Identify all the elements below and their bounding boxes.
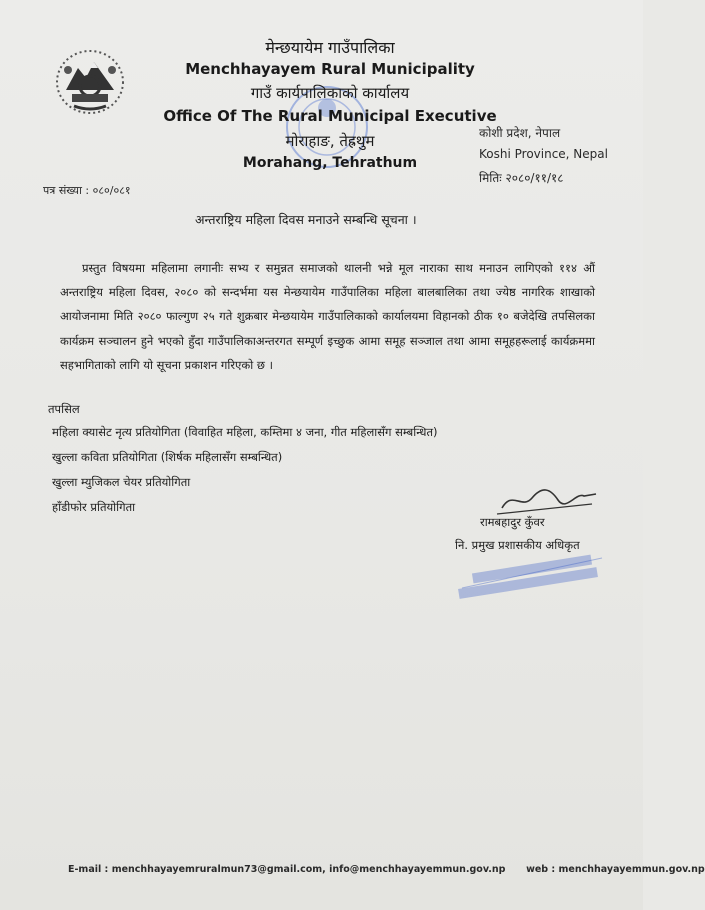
- web-label: web :: [526, 864, 556, 875]
- reference-number: पत्र संख्या : ०८०/०८१: [43, 184, 131, 197]
- list-item: हाँडीफोर प्रतियोगिता: [52, 500, 136, 514]
- letter-body: [60, 256, 595, 377]
- list-title: तपसिल: [48, 402, 80, 416]
- list-item: खुल्ला म्युजिकल चेयर प्रतियोगिता: [52, 475, 191, 489]
- province-nepali: कोशी प्रदेश, नेपाल: [479, 126, 561, 140]
- letter-body-text: प्रस्तुत विषयमा महिलामा लगानीः सभ्य र समुन्नत समाजको थालनी भन्ने मूल नाराका साथ मनाउन लागिएको ११४ औं अन्तराष्ट्रिय महिला दिवस, २०८० को सन्दर्भमा यस मेन्छयायेम गाउँपालिका महिला बालबालिका तथा ज्येष्ठ नागरिक शाखाको आयोजनामा मिति २०८० फाल्गुण २५ गते शुक्रबार मेन्छयायेम गाउँपालिकाको कार्यालयमा विहानको ठीक १० बजेदेखि तपसिलका कार्यक्रम सञ्चालन हुने भएको हुँदा गाउँपालिकाअन्तरगत सम्पूर्ण इच्छुक आमा समूह सञ्जाल तथा आमा समूहहरूलाई कार्यक्रममा सहभागिताको लागि यो सूचना प्रकाशन गरिएको छ ।: [60, 261, 595, 372]
- office-name-nepali: गाउँ कार्यपालिकाको कार्यालय: [250, 84, 410, 102]
- contact-footer: [68, 864, 705, 875]
- location-english: Morahang, Tehrathum: [242, 155, 418, 171]
- signatory-title: नि. प्रमुख प्रशासकीय अधिकृत: [455, 538, 580, 552]
- province-english: Koshi Province, Nepal: [479, 147, 608, 161]
- signature-stamp-icon: [452, 548, 612, 598]
- web-address: menchhayayemmun.gov.np: [558, 864, 705, 875]
- email-label: E-mail :: [68, 864, 109, 875]
- nepal-emblem-icon: [52, 46, 128, 116]
- letter-subject: अन्तराष्ट्रिय महिला दिवस मनाउने सम्बन्धि सूचना ।: [195, 212, 417, 227]
- signatory-name: रामबहादुर कुँवर: [480, 515, 545, 529]
- list-item: महिला क्यासेट नृत्य प्रतियोगिता (विवाहित महिला, कम्तिमा ४ जना, गीत महिलासँग सम्बन्धित): [52, 425, 438, 439]
- location-nepali: मोराहाङ, तेह्रथुम: [285, 132, 375, 150]
- letter-date: मितिः २०८०/११/१८: [479, 171, 564, 185]
- municipality-name-english: Menchhayayem Rural Municipality: [185, 60, 475, 78]
- email-addresses: menchhayayemruralmun73@gmail.com, info@menchhayayemmun.gov.np: [111, 864, 506, 875]
- municipality-name-nepali: मेन्छयायेम गाउँपालिका: [265, 38, 395, 57]
- office-name-english: Office Of The Rural Municipal Executive: [163, 107, 497, 125]
- signature-icon: [492, 480, 602, 520]
- list-item: खुल्ला कविता प्रतियोगिता (शिर्षक महिलासँग सम्बन्धित): [52, 450, 283, 464]
